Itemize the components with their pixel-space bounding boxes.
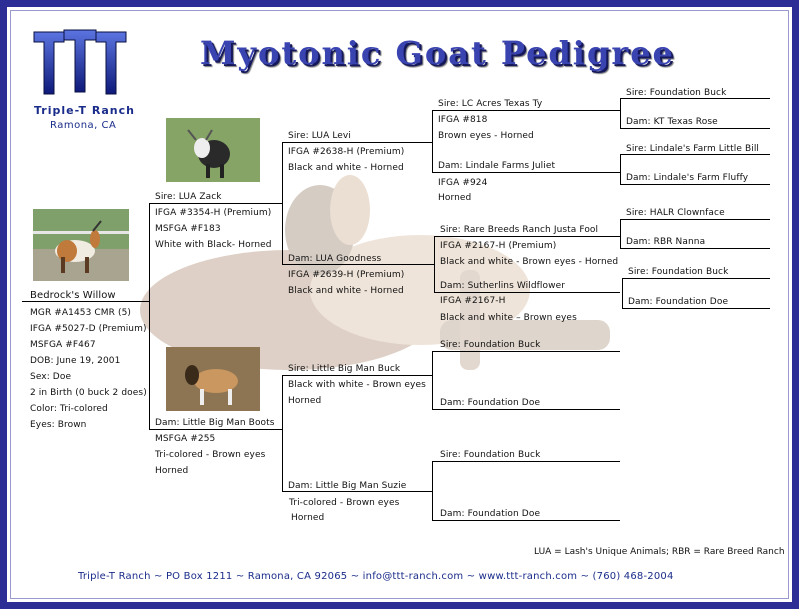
dam-dam-line	[282, 491, 432, 492]
dam-detail: Tri-colored - Brown eyes	[155, 450, 266, 460]
dd-sire-line	[432, 461, 620, 462]
dam-dam-detail: Tri-colored - Brown eyes	[289, 498, 400, 508]
sire-sire-detail: IFGA #2638-H (Premium)	[288, 147, 405, 157]
gen5-label: Dam: KT Texas Rose	[626, 117, 718, 127]
bracket-g5c	[620, 219, 621, 248]
subject-photo	[33, 209, 129, 281]
ss-dam-label: Dam: Lindale Farms Juliet	[438, 161, 556, 171]
sire-detail: MSFGA #F183	[155, 224, 221, 234]
dam-detail: MSFGA #255	[155, 434, 216, 444]
sire-dam-label: Dam: LUA Goodness	[288, 254, 382, 264]
contact-footer: Triple-T Ranch ~ PO Box 1211 ~ Ramona, CA 92065 ~ info@ttt-ranch.com ~ www.ttt-ranch.com ~ (760) 468-2004	[78, 571, 674, 582]
bracket-g5d	[622, 278, 623, 308]
subject-name: Bedrock's Willow	[30, 290, 116, 301]
sire-line	[149, 203, 282, 204]
dd-sire-label: Sire: Foundation Buck	[440, 450, 541, 460]
ranch-location: Ramona, CA	[50, 120, 117, 131]
bracket-g5a	[620, 98, 621, 128]
dd-dam-label: Dam: Foundation Doe	[440, 509, 541, 519]
dam-photo	[166, 347, 260, 411]
sd-dam-line	[434, 292, 620, 293]
sire-dam-line	[282, 264, 434, 265]
sire-photo	[166, 118, 260, 182]
sire-sire-detail: Black and white - Horned	[288, 163, 404, 173]
subject-detail: MSFGA #F467	[30, 340, 96, 350]
sire-detail: White with Black- Horned	[155, 240, 272, 250]
gen5-line	[620, 154, 770, 155]
bracket-g5b	[620, 154, 621, 184]
dam-dam-detail: Horned	[291, 513, 325, 523]
ds-sire-label: Sire: Foundation Buck	[440, 340, 541, 350]
sd-sire-line	[434, 236, 620, 237]
bracket-ss	[432, 110, 433, 172]
ss-sire-detail: IFGA #818	[438, 115, 488, 125]
gen5-label: Sire: Foundation Buck	[626, 88, 727, 98]
sd-sire-detail: IFGA #2167-H (Premium)	[440, 241, 557, 251]
subject-detail: 2 in Birth (0 buck 2 does)	[30, 388, 147, 398]
sd-dam-detail: IFGA #2167-H	[440, 296, 506, 306]
subject-detail: Color: Tri-colored	[30, 404, 108, 414]
gen5-label: Dam: Foundation Doe	[628, 297, 729, 307]
sd-sire-detail: Black and white - Brown eyes - Horned	[440, 257, 619, 267]
dam-sire-detail: Horned	[288, 396, 322, 406]
gen5-line	[620, 128, 770, 129]
bracket-gen1	[149, 203, 150, 429]
dam-line	[149, 429, 282, 430]
sd-dam-detail: Black and white – Brown eyes	[440, 313, 577, 323]
ttt-logo	[30, 26, 130, 102]
gen5-label: Sire: Foundation Buck	[628, 267, 729, 277]
ss-dam-detail: Horned	[438, 193, 472, 203]
page-title: Myotonic Goat Pedigree	[200, 34, 675, 72]
ds-dam-line	[432, 409, 620, 410]
dam-detail: Horned	[155, 466, 189, 476]
gen5-line	[620, 219, 770, 220]
bracket-ds	[432, 351, 433, 409]
sire-sire-label: Sire: LUA Levi	[288, 131, 351, 141]
subject-detail: DOB: June 19, 2001	[30, 356, 121, 366]
subject-line	[22, 301, 149, 302]
gen5-line	[620, 98, 770, 99]
ss-sire-detail: Brown eyes - Horned	[438, 131, 534, 141]
dam-label: Dam: Little Big Man Boots	[155, 418, 275, 428]
sd-sire-label: Sire: Rare Breeds Ranch Justa Fool	[440, 225, 599, 235]
sire-sire-line	[282, 142, 432, 143]
dam-sire-label: Sire: Little Big Man Buck	[288, 364, 401, 374]
dam-sire-line	[282, 375, 432, 376]
abbreviation-legend: LUA = Lash's Unique Animals; RBR = Rare Breed Ranch	[534, 547, 785, 557]
bracket-dam	[282, 375, 283, 491]
gen5-label: Dam: RBR Nanna	[626, 237, 706, 247]
sd-dam-label: Dam: Sutherlins Wildflower	[440, 281, 566, 291]
sire-dam-detail: IFGA #2639-H (Premium)	[288, 270, 405, 280]
sire-label: Sire: LUA Zack	[155, 192, 222, 202]
ds-sire-line	[432, 351, 620, 352]
subject-detail: Sex: Doe	[30, 372, 72, 382]
dam-dam-label: Dam: Little Big Man Suzie	[288, 481, 407, 491]
bracket-sire	[282, 142, 283, 264]
subject-detail: MGR #A1453 CMR (5)	[30, 308, 132, 318]
gen5-line	[620, 248, 770, 249]
gen5-label: Sire: Lindale's Farm Little Bill	[626, 144, 760, 154]
ss-dam-detail: IFGA #924	[438, 178, 488, 188]
dd-dam-line	[432, 520, 620, 521]
ranch-name: Triple-T Ranch	[34, 104, 135, 117]
gen5-label: Sire: HALR Clownface	[626, 208, 725, 218]
dam-sire-detail: Black with white - Brown eyes	[288, 380, 426, 390]
ss-sire-line	[432, 110, 620, 111]
subject-detail: IFGA #5027-D (Premium)	[30, 324, 147, 334]
bracket-sd	[434, 236, 435, 292]
ds-dam-label: Dam: Foundation Doe	[440, 398, 541, 408]
sire-dam-detail: Black and white - Horned	[288, 286, 404, 296]
bracket-dd	[432, 461, 433, 521]
ss-sire-label: Sire: LC Acres Texas Ty	[438, 99, 543, 109]
gen5-label: Dam: Lindale's Farm Fluffy	[626, 173, 749, 183]
ss-dam-line	[432, 172, 620, 173]
gen5-line	[622, 278, 770, 279]
subject-detail: Eyes: Brown	[30, 420, 87, 430]
gen5-line	[622, 308, 770, 309]
gen5-line	[620, 184, 770, 185]
sire-detail: IFGA #3354-H (Premium)	[155, 208, 272, 218]
